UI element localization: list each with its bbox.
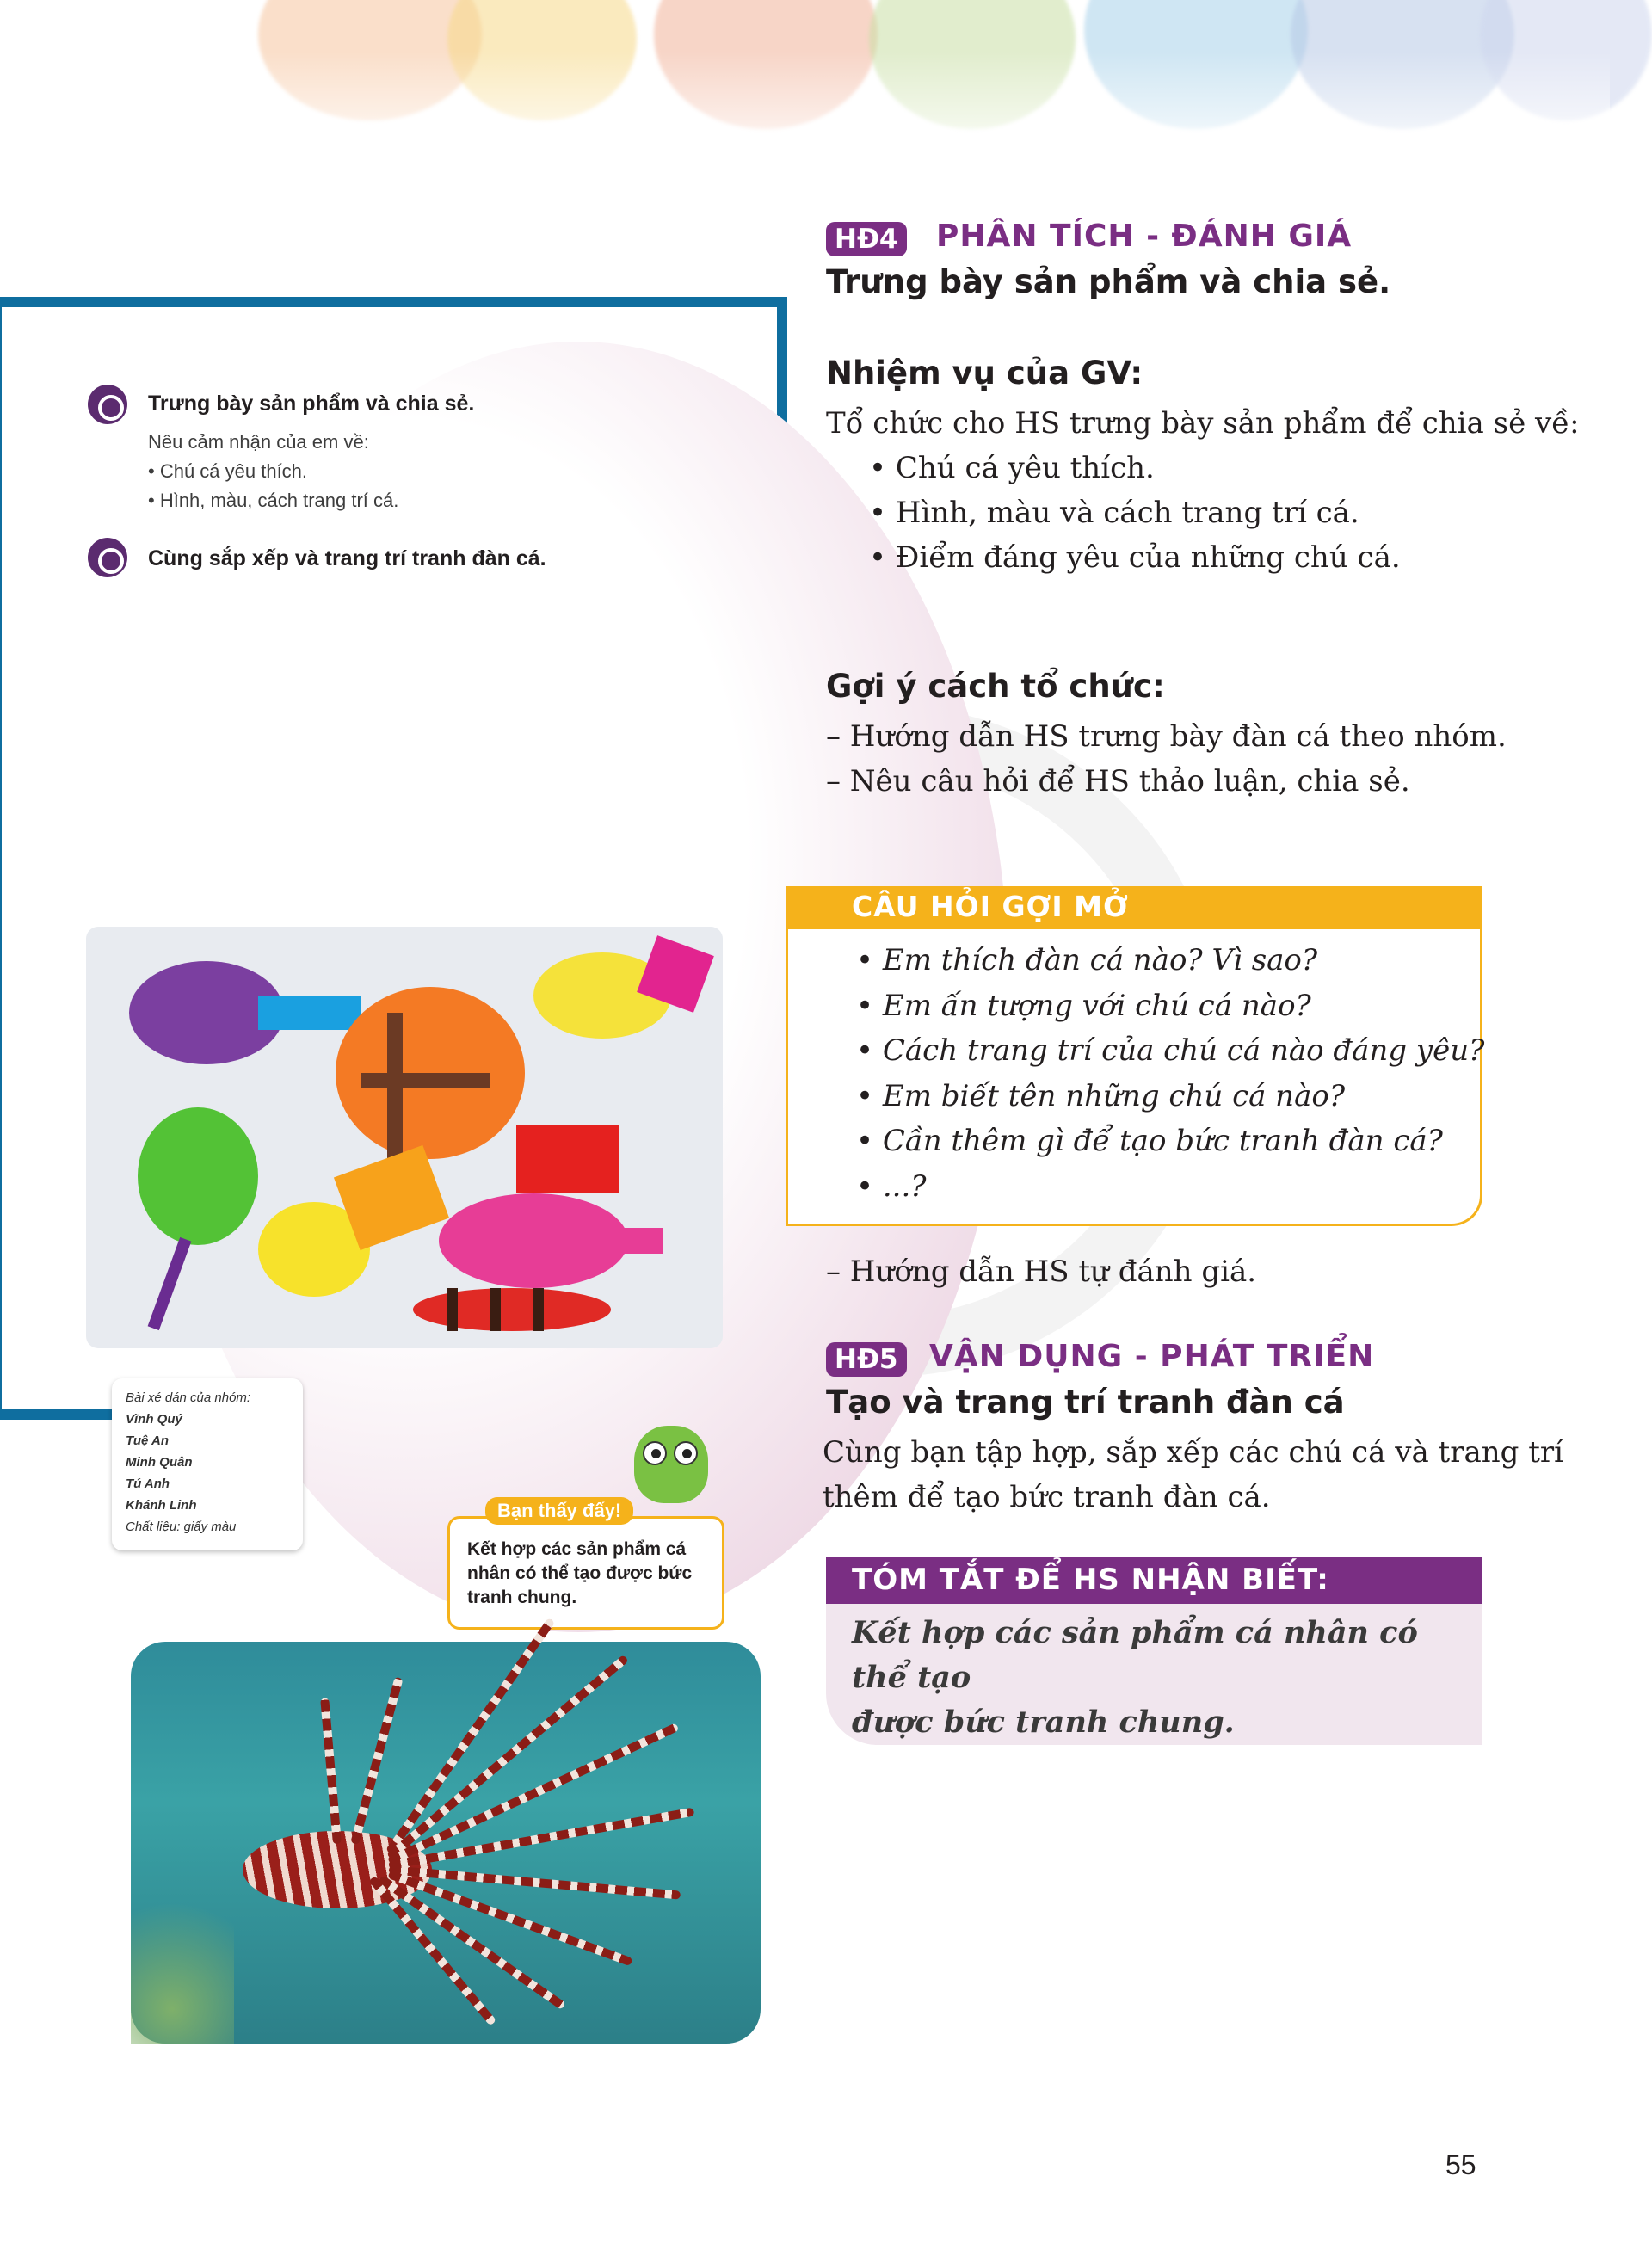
hd4-title: PHÂN TÍCH - ĐÁNH GIÁ bbox=[936, 219, 1353, 254]
lionfish-photo bbox=[131, 1642, 761, 2044]
suggest-point: – Nêu câu hỏi để HS thảo luận, chia sẻ. bbox=[826, 764, 1410, 798]
open-questions-title: CÂU HỎI GỢI MỞ bbox=[852, 890, 1129, 923]
suggest-point: – Hướng dẫn HS trưng bày đàn cá theo nhóm. bbox=[826, 719, 1507, 754]
hd4-badge: HĐ4 bbox=[826, 222, 907, 256]
task-heading: Nhiệm vụ của GV: bbox=[826, 354, 1143, 391]
item1-point-2: • Hình, màu, cách trang trí cá. bbox=[148, 490, 399, 511]
summary-line1: Kết hợp các sản phẩm cá nhân có thể tạo bbox=[852, 1615, 1418, 1695]
credit-name: Tuệ An bbox=[126, 1433, 170, 1448]
credit-name: Vĩnh Quý bbox=[126, 1412, 182, 1427]
page-number: 55 bbox=[1446, 2149, 1476, 2180]
paper-collage-fish-artwork bbox=[86, 927, 723, 1348]
credit-name: Tú Anh bbox=[126, 1476, 170, 1491]
item1-title: Trưng bày sản phẩm và chia sẻ. bbox=[148, 391, 475, 416]
task-point: • Hình, màu và cách trang trí cá. bbox=[869, 490, 1401, 535]
textbook-page-frame bbox=[0, 297, 787, 1607]
open-questions-list bbox=[856, 938, 1484, 1209]
lifebuoy-icon bbox=[88, 538, 127, 577]
question-item: • Em thích đàn cá nào? Vì sao? bbox=[856, 938, 1484, 983]
hd4-subtitle: Trưng bày sản phẩm và chia sẻ. bbox=[826, 263, 1391, 300]
summary-title: TÓM TẮT ĐỂ HS NHẬN BIẾT: bbox=[852, 1563, 1329, 1597]
task-point: • Điểm đáng yêu của những chú cá. bbox=[869, 535, 1401, 580]
credits-heading: Bài xé dán của nhóm: bbox=[126, 1390, 251, 1405]
callout-text: Kết hợp các sản phẩm cá nhân có thể tạo được bức tranh chung. bbox=[467, 1539, 693, 1607]
suggest-heading: Gợi ý cách tổ chức: bbox=[826, 668, 1165, 705]
credit-name: Minh Quân bbox=[126, 1455, 193, 1470]
artwork-credits-card bbox=[112, 1378, 303, 1550]
task-list bbox=[869, 446, 1401, 580]
question-item: • Em ấn tượng với chú cá nào? bbox=[856, 983, 1484, 1029]
self-assess-line: – Hướng dẫn HS tự đánh giá. bbox=[826, 1255, 1257, 1289]
paint-splash-banner bbox=[0, 0, 1610, 172]
item1-point-1: • Chú cá yêu thích. bbox=[148, 460, 308, 482]
hd5-badge: HĐ5 bbox=[826, 1342, 907, 1377]
summary-text bbox=[852, 1611, 1471, 1745]
credits-material: Chất liệu: giấy màu bbox=[126, 1520, 237, 1534]
question-item: • Em biết tên những chú cá nào? bbox=[856, 1074, 1484, 1119]
callout-box bbox=[447, 1516, 724, 1630]
task-point: • Chú cá yêu thích. bbox=[869, 446, 1401, 490]
callout-tag: Bạn thấy đấy! bbox=[485, 1497, 633, 1525]
task-intro: Tổ chức cho HS trưng bày sản phẩm để chia sẻ về: bbox=[826, 406, 1580, 441]
summary-line2: được bức tranh chung. bbox=[852, 1705, 1235, 1740]
item2-title: Cùng sắp xếp và trang trí tranh đàn cá. bbox=[148, 546, 546, 570]
question-item: • Cần thêm gì để tạo bức tranh đàn cá? bbox=[856, 1119, 1484, 1164]
hd5-title: VẬN DỤNG - PHÁT TRIỂN bbox=[929, 1339, 1375, 1374]
hd5-body-line1: Cùng bạn tập hợp, sắp xếp các chú cá và trang trí bbox=[823, 1435, 1563, 1470]
frog-mascot bbox=[634, 1426, 708, 1503]
share-activity-icon bbox=[88, 385, 127, 424]
hd5-subtitle: Tạo và trang trí tranh đàn cá bbox=[826, 1384, 1345, 1421]
credit-name: Khánh Linh bbox=[126, 1498, 197, 1513]
hd5-body-line2: thêm để tạo bức tranh đàn cá. bbox=[823, 1480, 1271, 1514]
item1-prompt: Nêu cảm nhận của em về: bbox=[148, 431, 369, 453]
question-item: • Cách trang trí của chú cá nào đáng yêu? bbox=[856, 1028, 1484, 1074]
question-item: • ...? bbox=[856, 1164, 1484, 1210]
